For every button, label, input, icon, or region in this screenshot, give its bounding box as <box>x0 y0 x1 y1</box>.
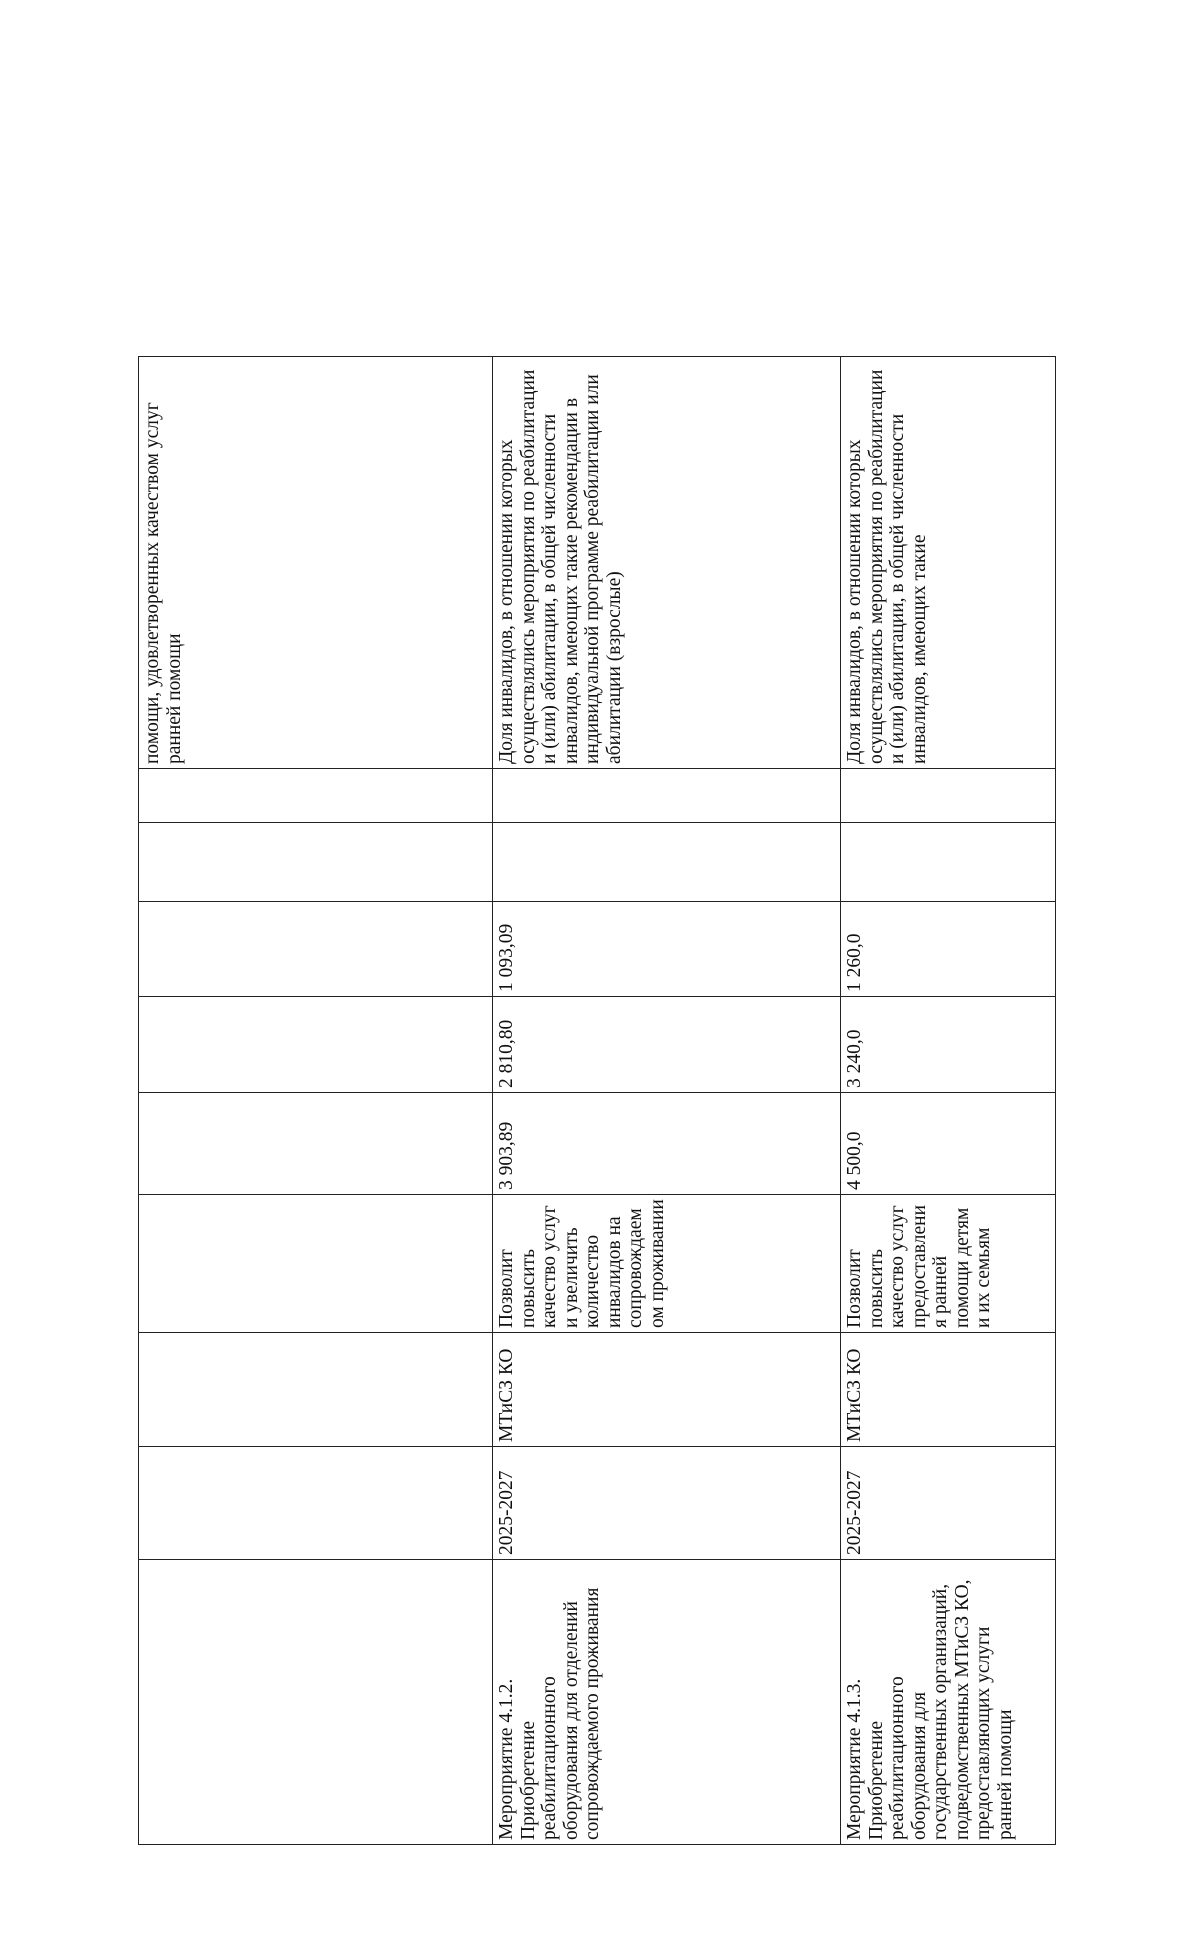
table-row <box>841 357 1056 1845</box>
document-page <box>138 357 1055 1845</box>
indicator-cell: Доля инвалидов, в отношении которых осуществлялись мероприятия по реабилитации и (или) абилитации, в общей численности инвалидов, имеющих такие <box>841 357 1056 769</box>
activity-name-cell: Мероприятие 4.1.3. Приобретение реабилитационного оборудования для государственных организаций, подведомственных МТиСЗ КО, предоставляющих услуги ранней помощи <box>841 1560 1056 1845</box>
regional-budget-cell: 1 260,0 <box>841 902 1056 997</box>
empty-cell <box>493 769 841 823</box>
federal-budget-cell <box>139 997 493 1093</box>
period-cell: 2025-2027 <box>841 1447 1056 1560</box>
period-cell <box>139 1447 493 1560</box>
effect-cell: Позволит повысить качество услуг и увеличить количество инвалидов на сопровождаемом проживании <box>493 1195 841 1333</box>
federal-budget-cell: 2 810,80 <box>493 997 841 1093</box>
indicator-cell: Доля инвалидов, в отношении которых осуществлялись мероприятия по реабилитации и (или) абилитации, в общей численности инвалидов, имеющих такие рекомендации в индивидуальной программе реабилитации или абилитации (взрослые) <box>493 357 841 769</box>
program-activities-table <box>138 356 1056 1845</box>
federal-budget-cell: 3 240,0 <box>841 997 1056 1093</box>
period-cell: 2025-2027 <box>493 1447 841 1560</box>
total-cell: 4 500,0 <box>841 1093 1056 1195</box>
total-cell <box>139 1093 493 1195</box>
total-cell: 3 903,89 <box>493 1093 841 1195</box>
table-row <box>139 357 493 1845</box>
empty-cell <box>841 769 1056 823</box>
indicator-cell: помощи, удовлетворенных качеством услуг ранней помощи <box>139 357 493 769</box>
table-row <box>493 357 841 1845</box>
executor-cell: МТиСЗ КО <box>493 1333 841 1447</box>
empty-cell <box>841 823 1056 902</box>
effect-cell: Позволит повысить качество услуг предоставления ранней помощи детям и их семьям <box>841 1195 1056 1333</box>
executor-cell <box>139 1333 493 1447</box>
activity-name-cell: Мероприятие 4.1.2. Приобретение реабилитационного оборудования для отделений сопровождаемого проживания <box>493 1560 841 1845</box>
empty-cell <box>139 823 493 902</box>
executor-cell: МТиСЗ КО <box>841 1333 1056 1447</box>
regional-budget-cell: 1 093,09 <box>493 902 841 997</box>
empty-cell <box>139 769 493 823</box>
empty-cell <box>493 823 841 902</box>
regional-budget-cell <box>139 902 493 997</box>
activity-name-cell <box>139 1560 493 1845</box>
effect-cell <box>139 1195 493 1333</box>
